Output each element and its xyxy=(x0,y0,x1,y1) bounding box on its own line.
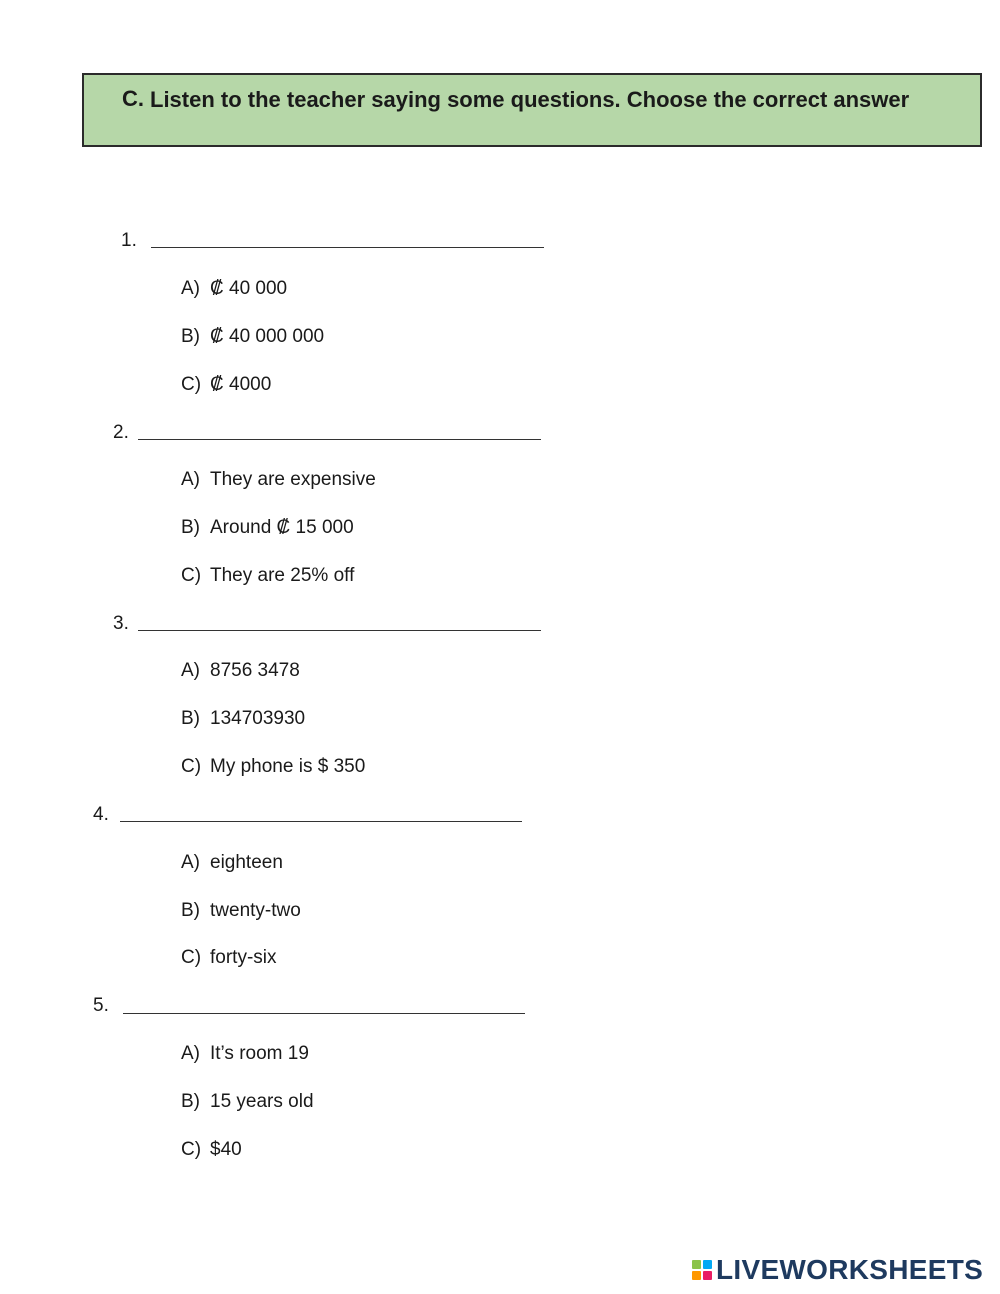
option-b[interactable]: B) 134703930 xyxy=(181,708,306,729)
section-letter: C. xyxy=(122,86,144,111)
answer-line[interactable] xyxy=(151,247,544,248)
option-b[interactable]: B) twenty-two xyxy=(181,900,301,921)
option-b[interactable]: B) Around ₡ 15 000 xyxy=(181,517,354,538)
question-number: 2. xyxy=(113,422,129,443)
option-b[interactable]: B) ₡ 40 000 000 xyxy=(181,326,325,347)
option-a[interactable]: A) It’s room 19 xyxy=(181,1043,309,1064)
instruction-text: Listen to the teacher saying some questions. Choose the correct answer xyxy=(150,87,910,112)
option-c[interactable]: C) My phone is $ 350 xyxy=(181,756,366,777)
answer-line[interactable] xyxy=(120,821,522,822)
option-c[interactable]: C) They are 25% off xyxy=(181,565,355,586)
question-number: 4. xyxy=(93,804,109,825)
answer-line[interactable] xyxy=(123,1013,525,1014)
answer-line[interactable] xyxy=(138,439,541,440)
answer-line[interactable] xyxy=(138,630,541,631)
option-a[interactable]: A) ₡ 40 000 xyxy=(181,278,288,299)
option-c[interactable]: C) ₡ 4000 xyxy=(181,374,272,395)
instruction-header xyxy=(82,73,982,147)
option-a[interactable]: A) They are expensive xyxy=(181,469,376,490)
option-a[interactable]: A) 8756 3478 xyxy=(181,660,300,681)
question-number: 3. xyxy=(113,613,129,634)
option-c[interactable]: C) $40 xyxy=(181,1139,242,1160)
logo-wordmark: LIVEWORKSHEETS xyxy=(716,1254,984,1285)
question-number: 5. xyxy=(93,995,109,1016)
option-b[interactable]: B) 15 years old xyxy=(181,1091,314,1112)
option-a[interactable]: A) eighteen xyxy=(181,852,283,873)
liveworksheets-logo-icon xyxy=(692,1260,712,1280)
question-number: 1. xyxy=(121,230,137,251)
liveworksheets-logo[interactable] xyxy=(692,1256,983,1284)
option-c[interactable]: C) forty-six xyxy=(181,947,277,968)
